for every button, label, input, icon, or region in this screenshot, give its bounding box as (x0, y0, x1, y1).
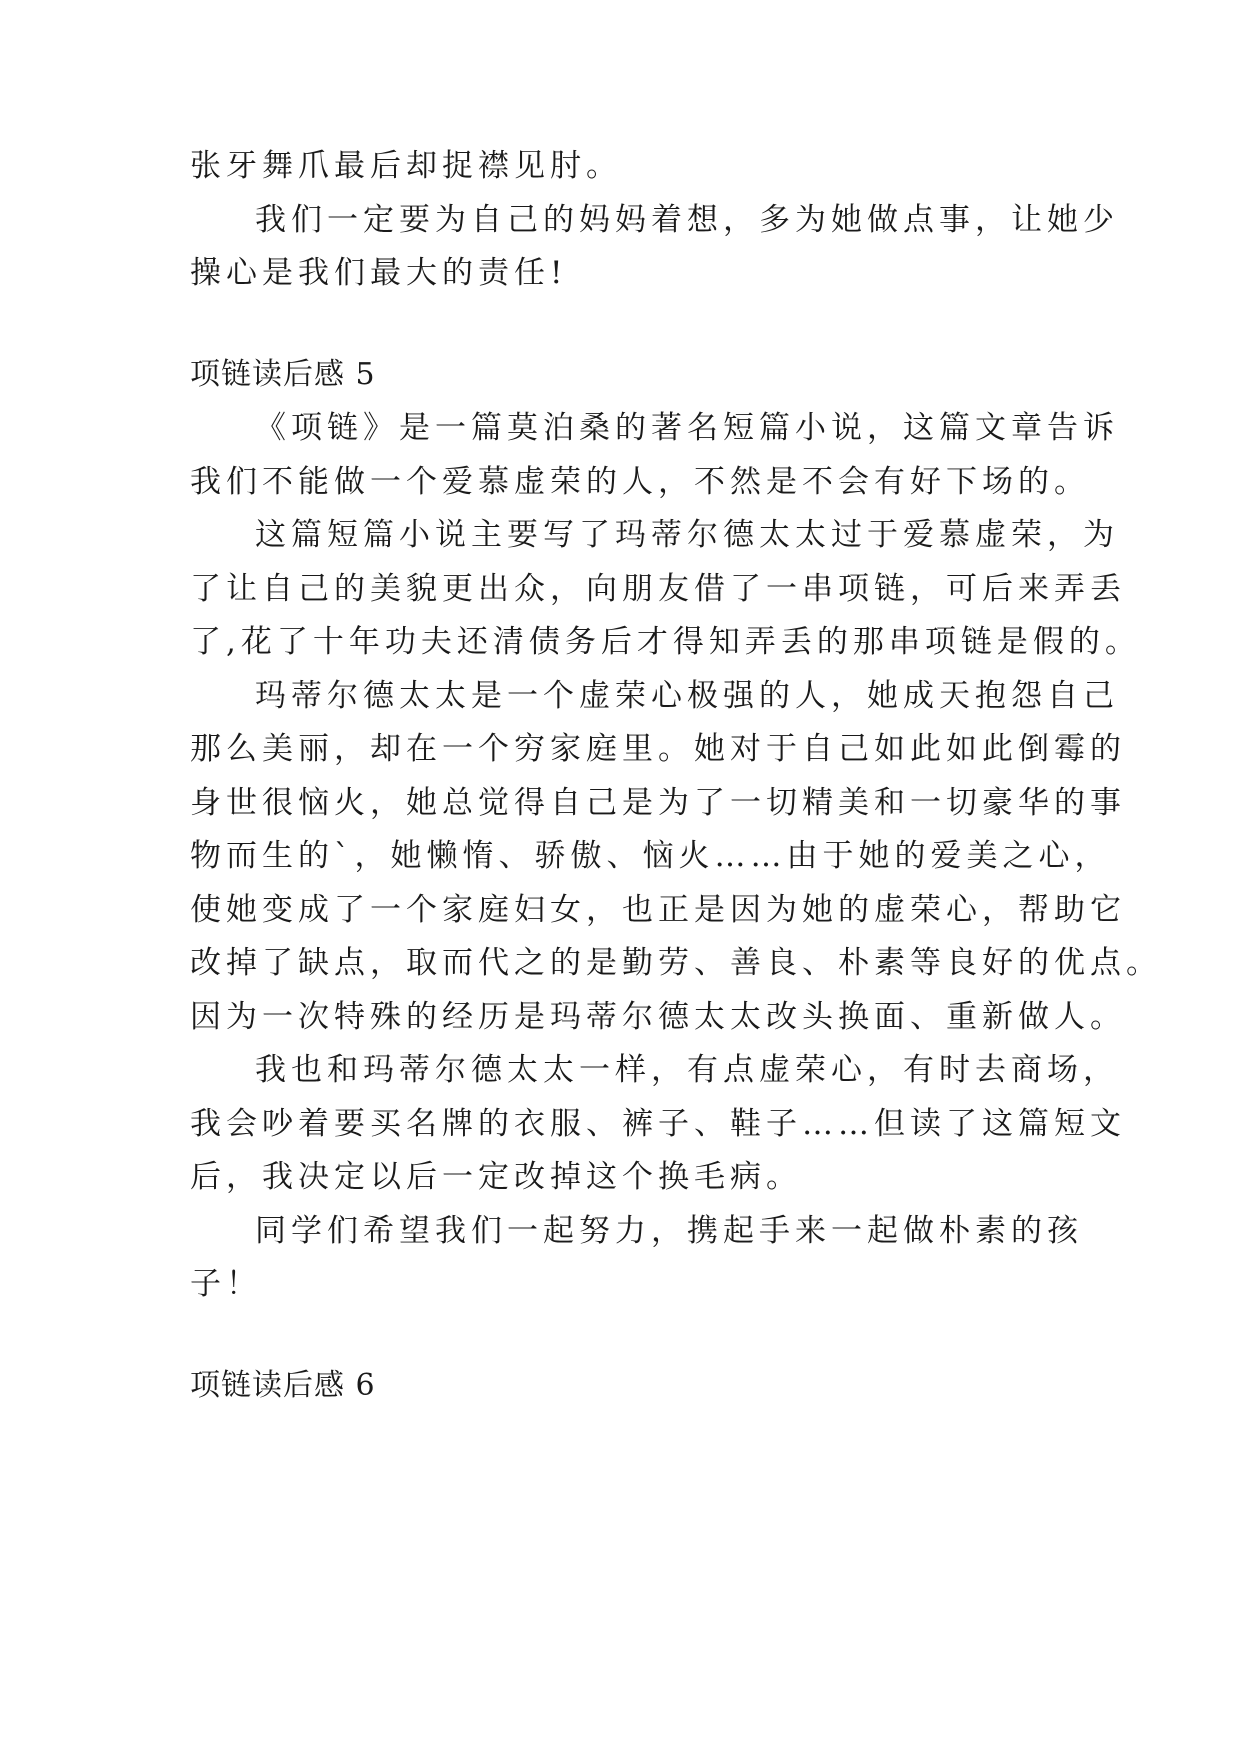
paragraph-line: 那么美丽，却在一个穷家庭里。她对于自己如此如此倒霉的 (190, 731, 1126, 767)
paragraph-line: 因为一次特殊的经历是玛蒂尔德太太改头换面、重新做人。 (190, 999, 1126, 1035)
paragraph-line: 张牙舞爪最后却捉襟见肘。 (190, 148, 622, 184)
paragraph-line: 我们不能做一个爱慕虚荣的人，不然是不会有好下场的。 (190, 464, 1090, 500)
paragraph-line: 后，我决定以后一定改掉这个换毛病。 (190, 1159, 802, 1195)
paragraph-line: 操心是我们最大的责任! (190, 255, 568, 291)
paragraph-line: 物而生的`，她懒惰、骄傲、恼火……由于她的爱美之心， (190, 838, 1111, 874)
paragraph-line: 了,花了十年功夫还清债务后才得知弄丢的那串项链是假的。 (190, 624, 1141, 660)
paragraph-line: 我们一定要为自己的妈妈着想，多为她做点事，让她少 (255, 202, 1119, 238)
paragraph-line: 了让自己的美貌更出众，向朋友借了一串项链，可后来弄丢 (190, 571, 1126, 607)
paragraph-line: 这篇短篇小说主要写了玛蒂尔德太太过于爱慕虚荣，为 (255, 517, 1119, 553)
paragraph-line: 《项链》是一篇莫泊桑的著名短篇小说，这篇文章告诉 (255, 410, 1119, 446)
paragraph-line: 我也和玛蒂尔德太太一样，有点虚荣心，有时去商场， (255, 1052, 1119, 1088)
section-heading: 项链读后感 6 (190, 1368, 376, 1403)
paragraph-line: 使她变成了一个家庭妇女，也正是因为她的虚荣心，帮助它 (190, 892, 1126, 928)
paragraph-line: 改掉了缺点，取而代之的是勤劳、善良、朴素等良好的优点。 (190, 945, 1162, 981)
section-heading: 项链读后感 5 (190, 357, 376, 392)
paragraph-line: 我会吵着要买名牌的衣服、裤子、鞋子……但读了这篇短文 (190, 1106, 1126, 1142)
paragraph-line: 玛蒂尔德太太是一个虚荣心极强的人，她成天抱怨自己 (255, 678, 1119, 714)
paragraph-line: 同学们希望我们一起努力，携起手来一起做朴素的孩 (255, 1213, 1083, 1249)
paragraph-line: 子！ (190, 1266, 262, 1302)
paragraph-line: 身世很恼火，她总觉得自己是为了一切精美和一切豪华的事 (190, 785, 1126, 821)
